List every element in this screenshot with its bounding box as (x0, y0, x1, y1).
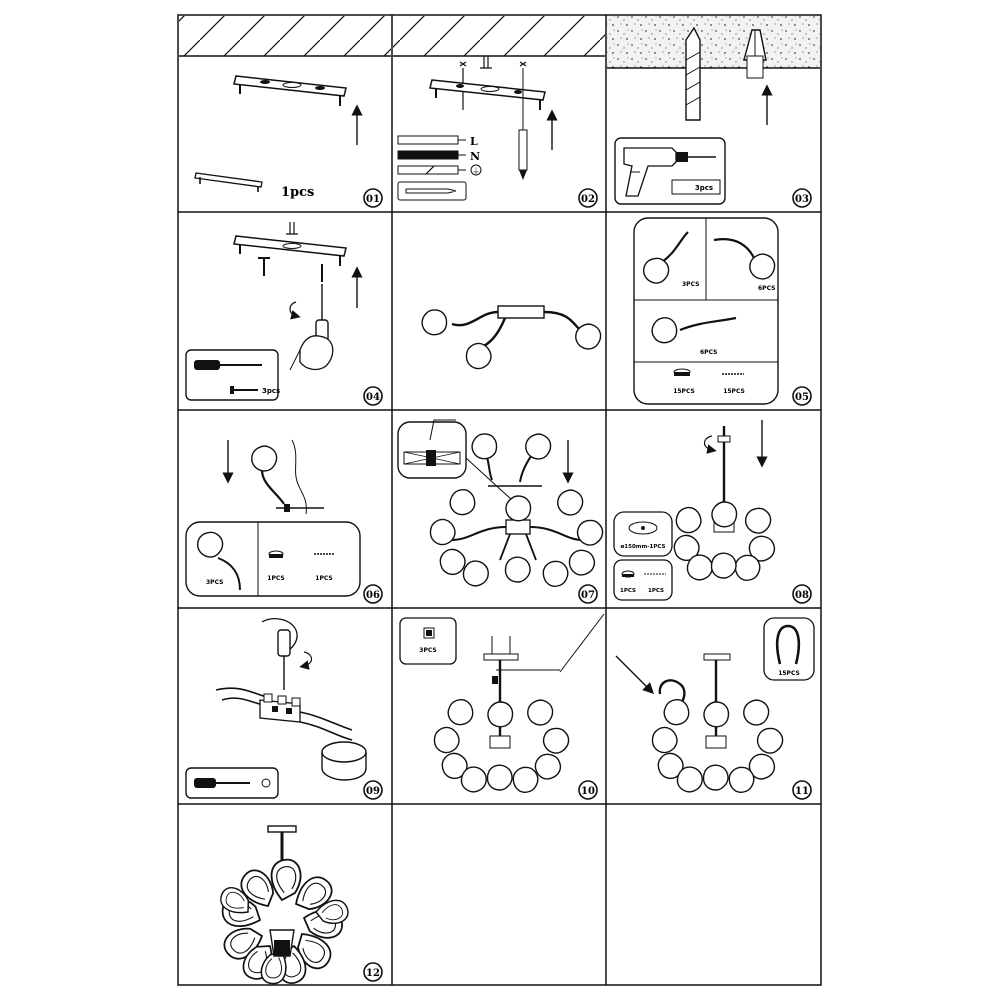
step-number: 04 (366, 392, 380, 403)
step-number-badge (793, 585, 811, 603)
step-03-panel (607, 16, 820, 207)
step-number: 08 (795, 590, 809, 601)
mounting-bracket (234, 76, 346, 106)
quantity-label: 3pcs (694, 184, 714, 192)
step-number: 09 (366, 786, 380, 797)
wire-neutral (398, 150, 480, 163)
step-number-badge (579, 585, 597, 603)
wire-live (398, 135, 478, 148)
mounting-bracket (430, 80, 545, 110)
cap-icon (674, 369, 690, 376)
pencil-box (398, 182, 466, 200)
ceiling-hatched (179, 16, 391, 56)
mounting-bracket (234, 236, 346, 266)
parts-box (400, 618, 456, 664)
screw-head-icon (262, 779, 270, 787)
ceiling-hatched (393, 16, 605, 56)
quantity-label: 15PCS (778, 670, 800, 677)
step-number: 07 (581, 590, 595, 601)
quantity-label: 15PCS (723, 388, 745, 395)
empty-panel (607, 805, 820, 984)
step-number: 06 (366, 590, 380, 601)
chandelier-partial (670, 502, 779, 584)
wire-label-earth: ⏚ (472, 167, 480, 176)
quantity-label: 3PCS (682, 281, 700, 288)
step-number: 02 (581, 194, 595, 205)
step-number-badge (793, 387, 811, 405)
quantity-label: 1PCS (620, 588, 636, 594)
step-number-badge (364, 781, 382, 799)
step-09-panel (186, 619, 382, 799)
chandelier-partial (429, 696, 573, 795)
quantity-label: 3pcs (262, 387, 281, 395)
step-number: 05 (795, 392, 809, 403)
terminal-block (216, 688, 352, 740)
quantity-label: 1pcs (281, 185, 315, 200)
detail-callout (398, 420, 512, 500)
step-number-badge (793, 781, 811, 799)
parts-box (634, 218, 778, 404)
chandelier-partial (647, 696, 787, 795)
quantity-label: 6PCS (758, 285, 776, 292)
step-number: 11 (795, 786, 809, 797)
step-number-badge (793, 189, 811, 207)
tools-box (186, 768, 278, 798)
step-04-panel (186, 222, 382, 405)
step-number-badge (364, 963, 382, 981)
step-01-panel (179, 16, 391, 207)
canopy-box (614, 512, 672, 556)
empty-panel (393, 805, 605, 984)
quantity-label: 1PCS (648, 588, 664, 594)
step-number-badge (364, 189, 382, 207)
quantity-label: 1PCS (315, 575, 333, 582)
ceiling-concrete (607, 16, 820, 68)
canopy-disc (322, 742, 366, 780)
step-07-panel (398, 420, 607, 603)
quantity-label: 1PCS (267, 575, 285, 582)
step-number-badge (579, 189, 597, 207)
wire-markers (460, 56, 526, 110)
cap-icon (269, 551, 283, 558)
step-12-panel (218, 826, 382, 986)
wire-label-neutral: N (470, 150, 481, 163)
step-10-panel (400, 614, 604, 799)
screw-icon (258, 258, 322, 282)
bracket-small (195, 173, 262, 192)
step-number-badge (364, 585, 382, 603)
chandelier-complete (218, 858, 351, 986)
drill-bit-hole (686, 28, 700, 120)
quantity-label: 6PCS (700, 349, 718, 356)
step-08-panel (614, 420, 811, 603)
step-number: 10 (581, 786, 595, 797)
quantity-label: 3PCS (419, 647, 437, 654)
step-number: 01 (366, 194, 380, 205)
screwdriver-in-hand (290, 284, 333, 370)
parts-box (764, 618, 814, 680)
step-number: 12 (366, 968, 380, 979)
diagonal-arrow (616, 656, 650, 690)
wire-label-live: L (470, 135, 478, 148)
wire-earth (398, 165, 481, 176)
step-number-badge (579, 781, 597, 799)
step-06-panel (186, 440, 382, 603)
tools-box (186, 350, 280, 400)
pencil-icon (519, 68, 527, 180)
arm-assembly (420, 306, 604, 373)
step-11-panel (616, 618, 814, 799)
parts-box (614, 560, 672, 600)
chandelier-partial (425, 486, 607, 589)
parts-box (186, 522, 360, 596)
quantity-label: ø150mm-1PCS (620, 544, 666, 550)
quantity-label: 3PCS (206, 579, 224, 586)
quantity-label: 15PCS (673, 388, 695, 395)
step-number-badge (364, 387, 382, 405)
screwdriver-in-hand (262, 619, 312, 690)
step-number: 03 (795, 194, 809, 205)
step-02-panel (393, 16, 605, 207)
drill-box (615, 138, 725, 204)
step-05-panel (420, 218, 811, 405)
